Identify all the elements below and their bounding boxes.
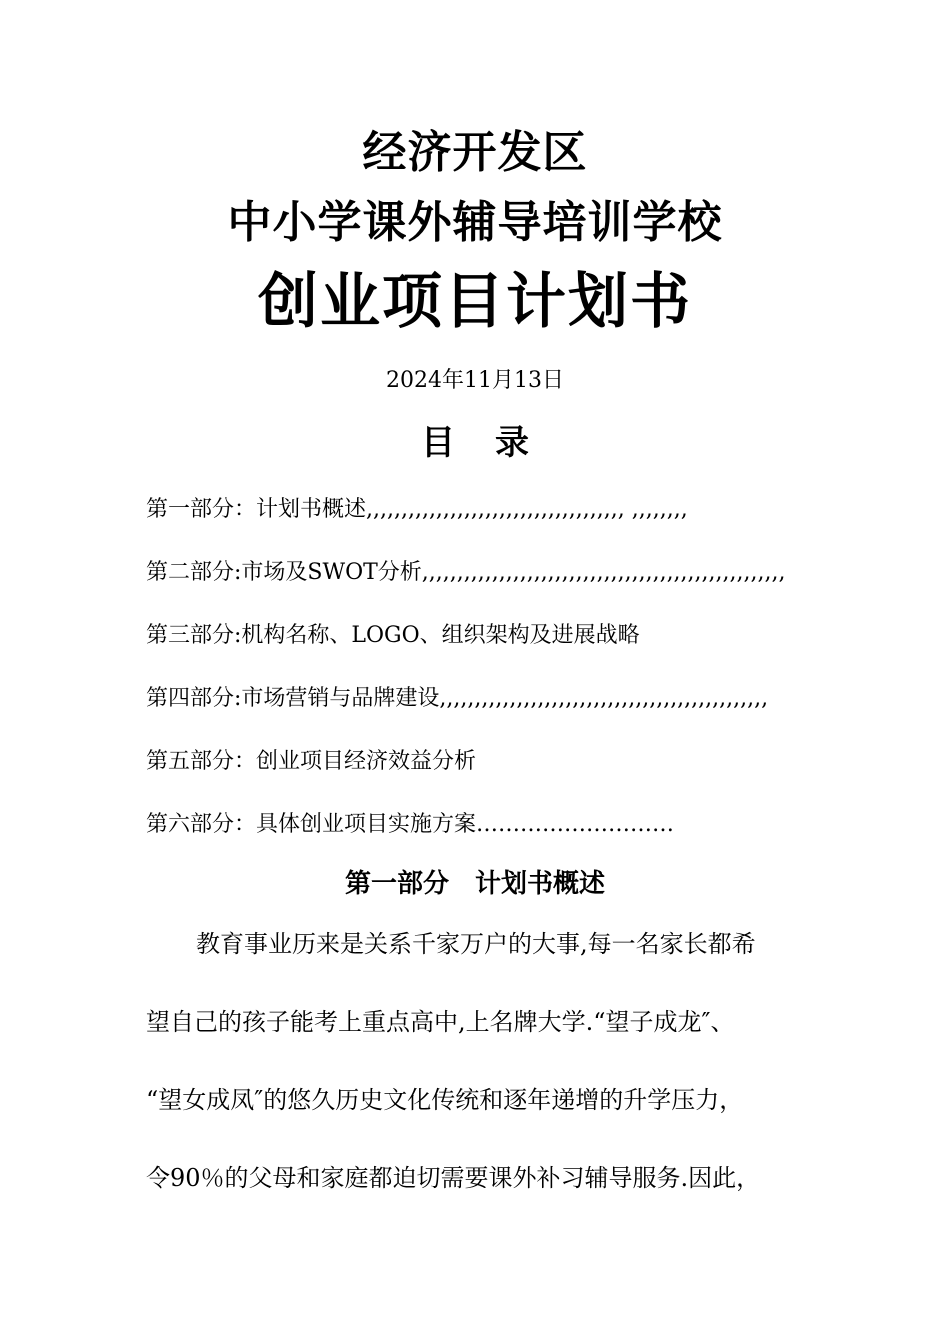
section-1-heading: 第一部分 计划书概述 (344, 869, 605, 899)
toc-heading-right: 录 (495, 423, 529, 463)
title-line-1: 经济开发区 (362, 127, 588, 178)
table-of-contents (146, 492, 846, 870)
document-date: 2024年11月13日 (386, 368, 564, 393)
title-line-2: 中小学课外辅导培训学校 (227, 197, 723, 248)
toc-item-part-4: 第四部分:市场营销与品牌建设,,,,,,,,,,,,,,,,,,,,,,,,,,,,,,,,,,,,,,,,,,,,,,, (146, 686, 769, 711)
toc-item-part-5: 第五部分：创业项目经济效益分析 (146, 749, 477, 774)
toc-item-part-2: 第二部分:市场及SWOT分析,,,,,,,,,,,,,,,,,,,,,,,,,,,,,,,,,,,,,,,,,,,,,,,,,,,, (146, 560, 786, 585)
paragraph-line-3: “望女成凤″的悠久历史文化传统和逐年递增的升学压力， (146, 1086, 744, 1114)
title-line-3: 创业项目计划书 (258, 267, 692, 337)
toc-item-part-3: 第三部分:机构名称、LOGO、组织架构及进展战略 (146, 623, 640, 648)
paragraph-line-1: 教育事业历来是关系千家万户的大事,每一名家长都希 (196, 930, 756, 958)
toc-heading (0, 420, 950, 466)
toc-item-part-1: 第一部分：计划书概述,,,,,,,,,,,,,,,,,,,,,,,,,,,,,,,,,,,,, ,,,,,,,, (146, 497, 688, 522)
paragraph-line-4: 令90％的父母和家庭都迫切需要课外补习辅导服务.因此， (146, 1164, 761, 1192)
section-1-paragraph (146, 924, 806, 1236)
toc-heading-left: 目 (421, 423, 455, 463)
paragraph-line-2: 望自己的孩子能考上重点高中,上名牌大学.“望子成龙″、 (146, 1008, 735, 1036)
toc-item-part-6: 第六部分：具体创业项目实施方案……………………… (146, 812, 675, 837)
